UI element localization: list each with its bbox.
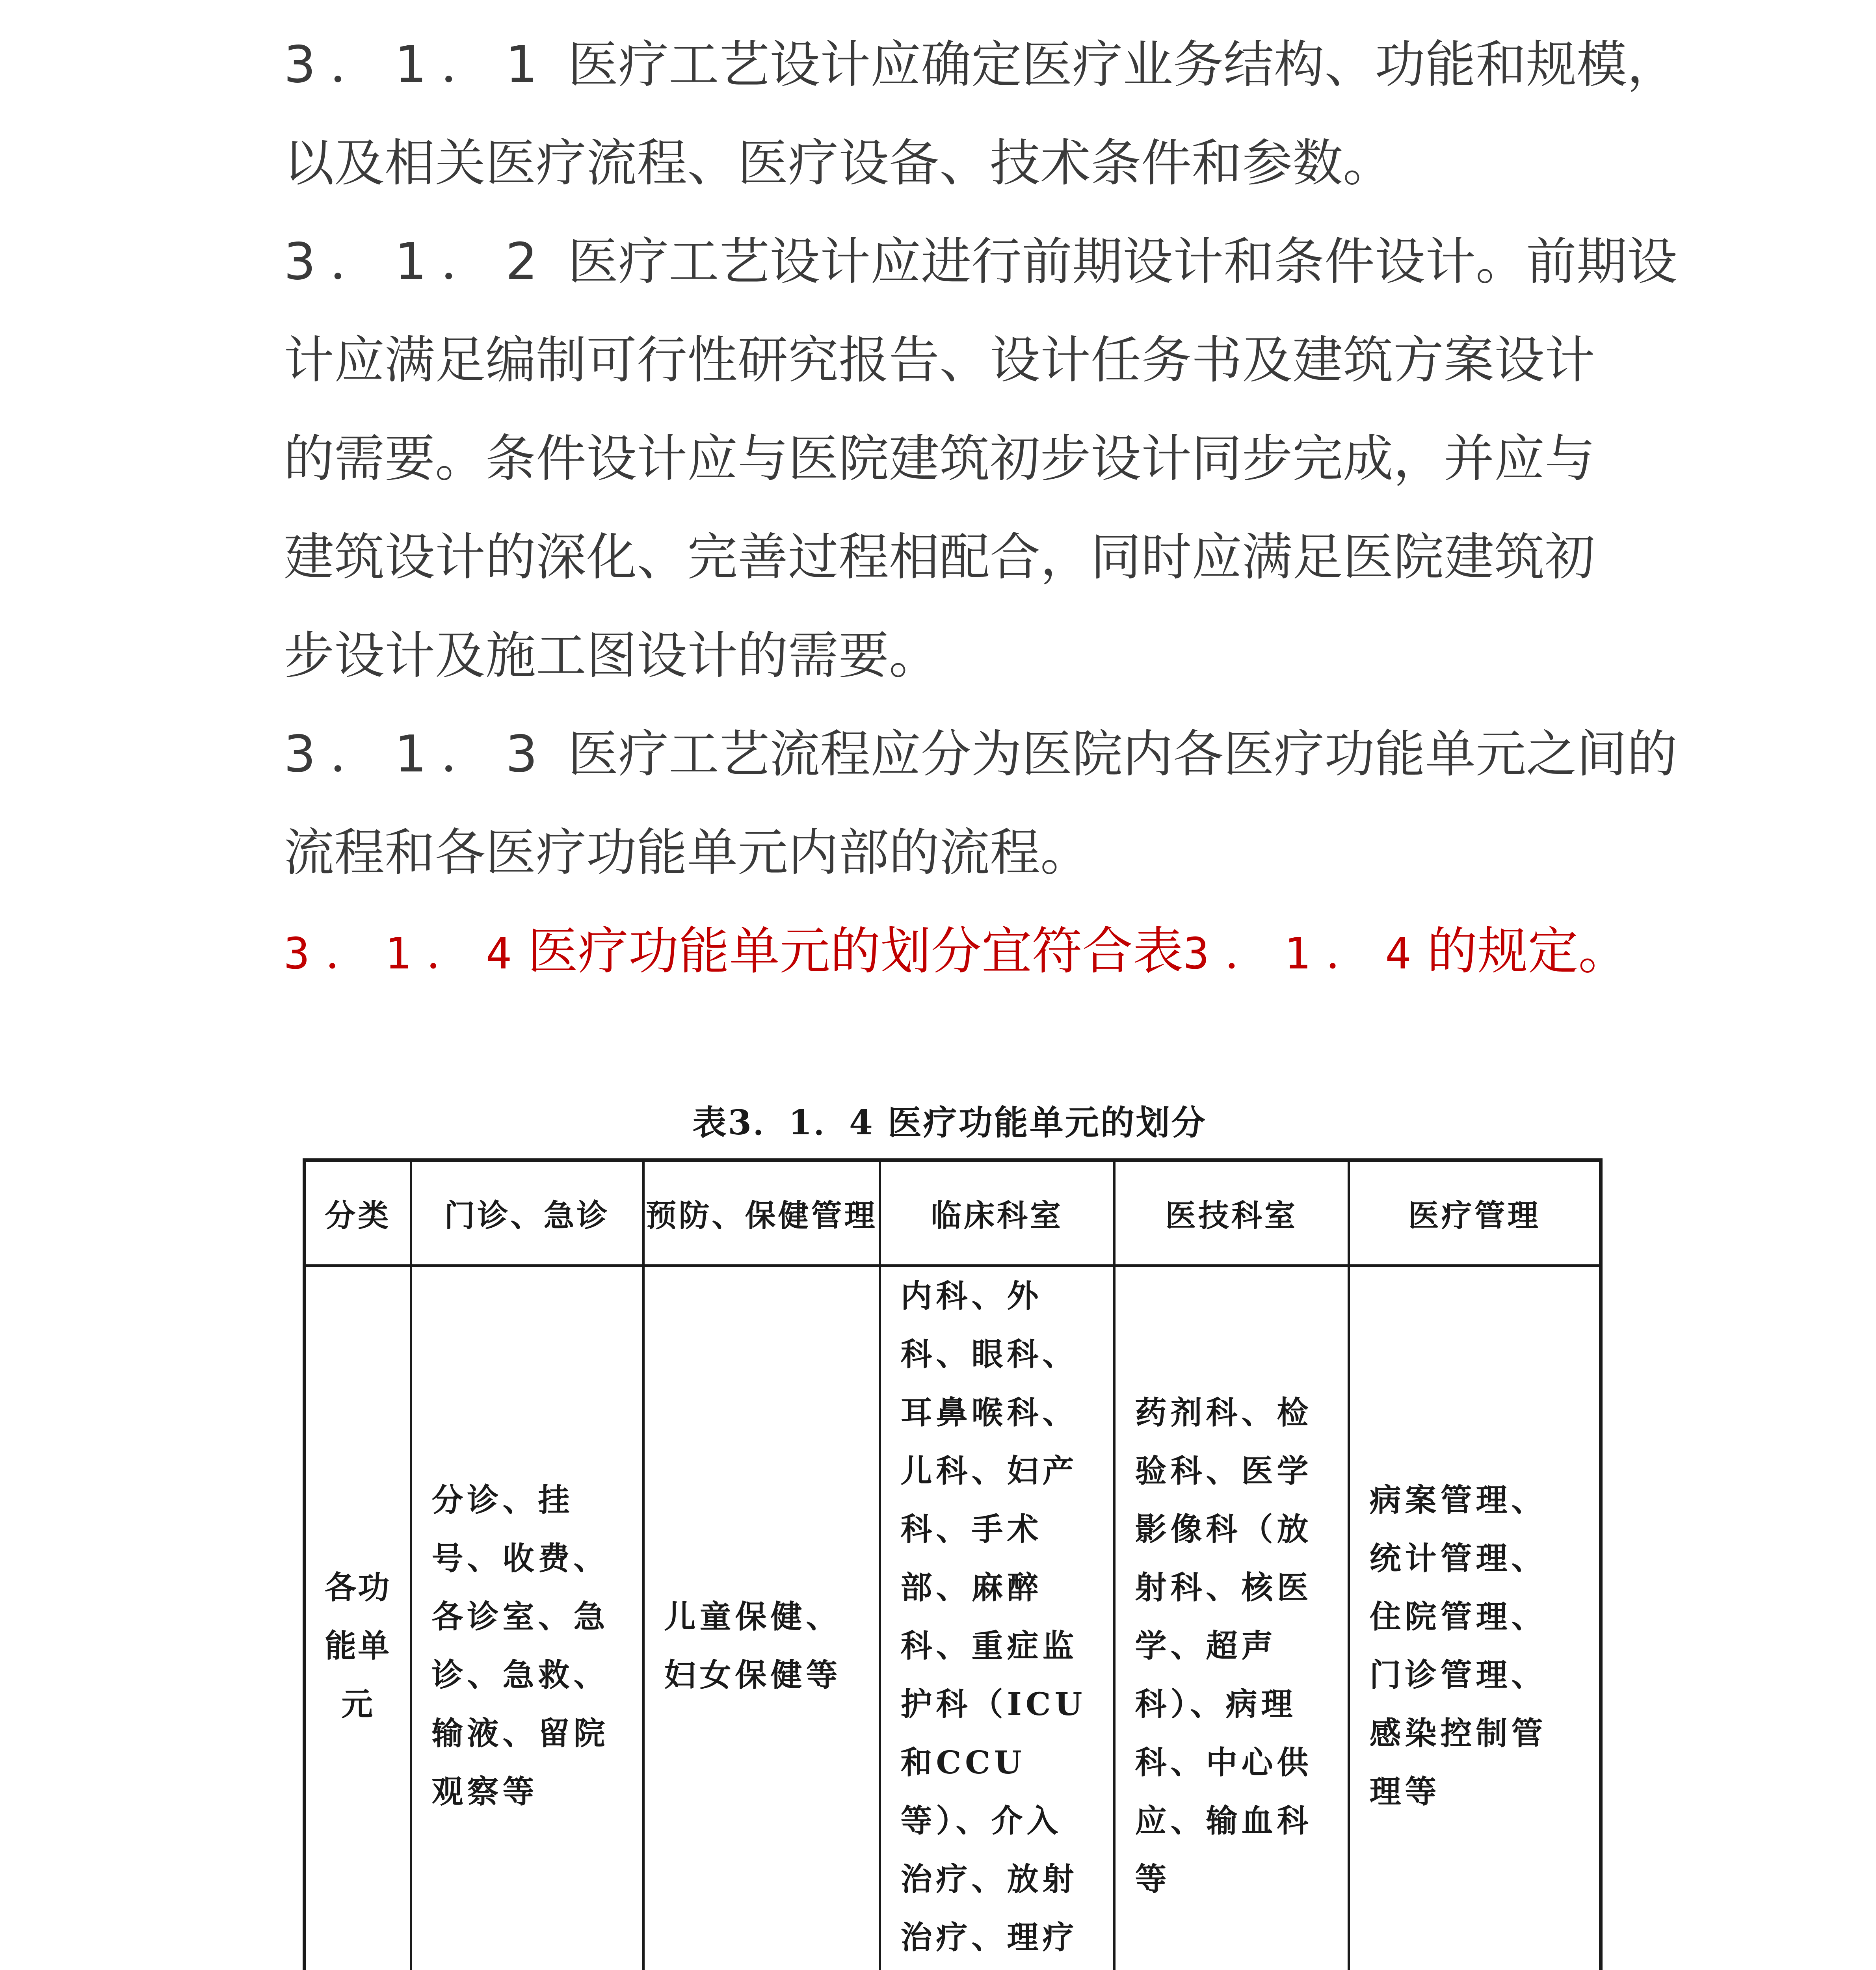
- column-header-management: 医疗管理: [1349, 1160, 1601, 1266]
- table-cell: [1349, 1266, 1601, 1970]
- clause-number: 3．1．1: [284, 35, 552, 94]
- text-line: [284, 410, 1616, 508]
- line-text: 医疗工艺设计应进行前期设计和条件设计。前期设: [552, 232, 1678, 291]
- line-text: 流程和各医疗功能单元内部的流程。: [284, 823, 1091, 882]
- text-line: [284, 311, 1616, 410]
- column-header-category: 分类: [305, 1160, 411, 1266]
- clause-number: 3．1．3: [284, 725, 552, 784]
- line-text: 医疗功能单元的划分宜符合表: [527, 922, 1183, 981]
- table-cell: [1114, 1266, 1349, 1970]
- line-text: 步设计及施工图设计的需要。: [284, 626, 940, 685]
- text-line: [284, 705, 1678, 804]
- clause-number: 3．1．4: [284, 928, 528, 979]
- cell-text: 分诊、挂号、收费、各诊室、急诊、急救、输液、留院观察等: [431, 1481, 609, 1810]
- line-text: 医疗工艺设计应确定医疗业务结构、功能和规模，: [552, 35, 1678, 94]
- function-unit-table: [303, 1158, 1603, 1970]
- cell-text: 药剂科、检验科、医学影像科（放射科、核医学、超声科）、病理科、中心供应、输血科等: [1135, 1394, 1313, 1898]
- text-line: [284, 508, 1616, 607]
- table-cell: [643, 1266, 880, 1970]
- column-header-outpatient: 门诊、急诊: [411, 1160, 643, 1266]
- line-text: 的需要。条件设计应与医院建筑初步设计同步完成，并应与: [284, 429, 1595, 488]
- cell-text: 病案管理、统计管理、住院管理、门诊管理、感染控制管理等: [1369, 1481, 1547, 1810]
- line-text: 建筑设计的深化、完善过程相配合，同时应满足医院建筑初: [284, 528, 1595, 587]
- column-header-medical-tech: 医技科室: [1114, 1160, 1349, 1266]
- cell-text: 儿童保健、妇女保健等: [664, 1598, 842, 1693]
- text-line: [284, 804, 1616, 902]
- row-label-cell: [305, 1266, 411, 1970]
- table-header-row: [305, 1160, 1601, 1266]
- text-line: [284, 114, 1616, 213]
- column-header-clinical: 临床科室: [880, 1160, 1114, 1266]
- cell-text: 内科、外科、眼科、耳鼻喉科、儿科、妇产科、手术部、麻醉科、重症监护科（ICU和CCU等）、介入治疗、放射治疗、理疗: [900, 1277, 1086, 1956]
- table-row: [305, 1266, 1601, 1970]
- text-line: [284, 607, 1616, 705]
- row-label: 各功能单元: [325, 1569, 391, 1723]
- body-text: [284, 16, 1678, 1001]
- text-line: [284, 16, 1678, 114]
- table-cell: [880, 1266, 1114, 1970]
- table-cell: [411, 1266, 643, 1970]
- line-text: 的规定。: [1427, 922, 1629, 981]
- column-header-prevention: 预防、保健管理: [643, 1160, 880, 1266]
- highlighted-clause: [284, 902, 1629, 1001]
- text-line: [284, 213, 1678, 311]
- line-text: 医疗工艺流程应分为医院内各医疗功能单元之间的: [552, 725, 1678, 784]
- table-reference: 3．1．4: [1183, 928, 1427, 979]
- line-text: 计应满足编制可行性研究报告、设计任务书及建筑方案设计: [284, 331, 1595, 390]
- clause-number: 3．1．2: [284, 232, 552, 291]
- table-title: 表3．1．4 医疗功能单元的划分: [692, 1103, 1207, 1143]
- line-text: 以及相关医疗流程、医疗设备、技术条件和参数。: [284, 134, 1394, 193]
